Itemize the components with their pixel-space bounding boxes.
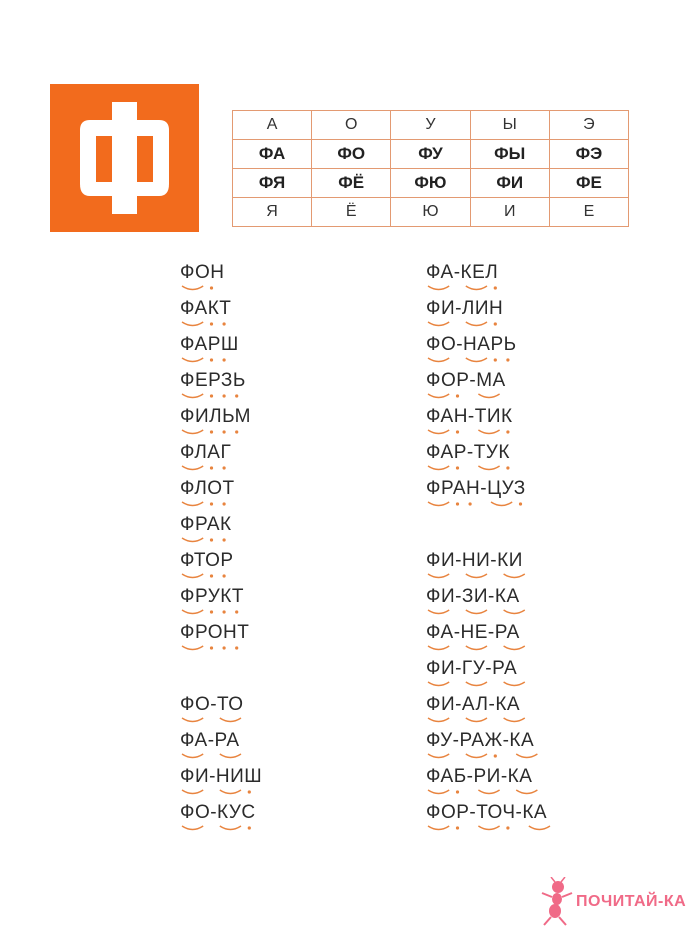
consonant-dot: [456, 466, 459, 469]
syllable-arc: [478, 466, 499, 470]
consonant-dot: [223, 610, 226, 613]
consonant-dot: [210, 358, 213, 361]
syllable-marks: [180, 752, 251, 762]
syllable-arc: [478, 790, 499, 794]
syllable-marks: [426, 824, 560, 834]
consonant-dot: [223, 322, 226, 325]
syllable-marks: [426, 644, 535, 654]
syllable-marks: [180, 464, 239, 474]
word-text: ФУ-РАЖ-КА: [426, 730, 535, 751]
syllable-arc: [428, 790, 449, 794]
letter-badge: [50, 84, 199, 232]
syllable-arc: [504, 718, 525, 722]
syllable-cell: У: [391, 111, 470, 140]
syllable-arc: [182, 574, 203, 578]
syllable-arc: [428, 466, 449, 470]
syllable-arc: [466, 718, 487, 722]
word-text: ФАКТ: [180, 298, 232, 319]
syllable-arc: [182, 610, 203, 614]
word-item: [426, 622, 520, 652]
word-text: ФАР-ТУК: [426, 442, 510, 463]
syllable-cell: ФЕ: [549, 169, 628, 198]
consonant-dot: [210, 538, 213, 541]
syllable-arc: [466, 682, 487, 686]
syllable-cell: Е: [549, 198, 628, 227]
syllable-arc: [516, 790, 537, 794]
syllable-table: [232, 110, 629, 227]
syllable-marks: [180, 500, 239, 510]
word-text: ФИ-АЛ-КА: [426, 694, 521, 715]
consonant-dot: [210, 646, 213, 649]
syllable-marks: [180, 716, 251, 726]
word-text: ФОН: [180, 262, 225, 283]
consonant-dot: [223, 502, 226, 505]
syllable-marks: [180, 572, 239, 582]
syllable-marks: [180, 824, 264, 834]
syllable-marks: [180, 284, 226, 294]
syllable-cell: ФО: [312, 140, 391, 169]
syllable-marks: [426, 356, 523, 366]
syllable-arc: [466, 574, 487, 578]
syllable-arc: [182, 286, 203, 290]
consonant-dot: [248, 826, 251, 829]
consonant-dot: [210, 430, 213, 433]
word-item: [180, 766, 262, 796]
syllable-arc: [428, 754, 449, 758]
word-item: [180, 586, 244, 616]
syllable-arc: [182, 394, 203, 398]
syllable-arc: [504, 682, 525, 686]
syllable-arc: [504, 646, 525, 650]
word-text: ФОР-МА: [426, 370, 506, 391]
syllable-marks: [180, 536, 239, 546]
word-text: ФАБ-РИ-КА: [426, 766, 533, 787]
syllable-arc: [182, 430, 203, 434]
syllable-arc: [529, 826, 550, 830]
syllable-marks: [180, 788, 264, 798]
consonant-dot: [235, 394, 238, 397]
syllable-row: [233, 111, 629, 140]
word-text: ФОР-ТОЧ-КА: [426, 802, 548, 823]
logo-text: ПОЧИТАЙ-КА: [576, 893, 687, 910]
word-text: ФА-РА: [180, 730, 240, 751]
syllable-cell: ФИ: [470, 169, 549, 198]
word-item: [180, 622, 249, 652]
consonant-dot: [494, 286, 497, 289]
word-text: ФО-КУС: [180, 802, 256, 823]
big-letter-glyph: [50, 84, 199, 232]
syllable-arc: [516, 754, 537, 758]
word-item: [180, 334, 239, 364]
word-text: ФЛАГ: [180, 442, 232, 463]
word-text: ФО-ТО: [180, 694, 244, 715]
syllable-arc: [466, 610, 487, 614]
word-text: ФРАН-ЦУЗ: [426, 478, 526, 499]
word-item: [426, 298, 503, 328]
syllable-cell: ФЁ: [312, 169, 391, 198]
word-text: ФАН-ТИК: [426, 406, 513, 427]
word-text: ФИ-ГУ-РА: [426, 658, 518, 679]
syllable-cell: ФУ: [391, 140, 470, 169]
syllable-row: [233, 169, 629, 198]
syllable-marks: [426, 500, 535, 510]
word-item: [180, 550, 234, 580]
syllable-marks: [426, 320, 510, 330]
word-text: ФРОНТ: [180, 622, 250, 643]
syllable-marks: [426, 680, 535, 690]
syllable-marks: [426, 716, 535, 726]
syllable-arc: [182, 502, 203, 506]
syllable-cell: ФЫ: [470, 140, 549, 169]
consonant-dot: [494, 754, 497, 757]
consonant-dot: [210, 466, 213, 469]
syllable-arc: [428, 394, 449, 398]
syllable-arc: [428, 682, 449, 686]
word-item: [180, 802, 256, 832]
word-item: [426, 550, 523, 580]
syllable-arc: [182, 466, 203, 470]
syllable-marks: [180, 428, 251, 438]
syllable-arc: [182, 358, 203, 362]
word-item: [180, 478, 235, 508]
syllable-marks: [426, 428, 523, 438]
word-item: [180, 262, 224, 292]
word-item: [426, 658, 517, 688]
consonant-dot: [506, 466, 509, 469]
consonant-dot: [210, 502, 213, 505]
consonant-dot: [456, 826, 459, 829]
brand-logo: [536, 877, 696, 927]
consonant-dot: [235, 430, 238, 433]
syllable-row: [233, 140, 629, 169]
syllable-cell: Я: [233, 198, 312, 227]
syllable-arc: [182, 826, 203, 830]
word-item: [180, 514, 232, 544]
syllable-arc: [466, 286, 487, 290]
syllable-cell: ФЯ: [233, 169, 312, 198]
word-item: [426, 478, 526, 508]
word-item: [180, 442, 231, 472]
syllable-cell: ФЭ: [549, 140, 628, 169]
syllable-arc: [428, 322, 449, 326]
syllable-marks: [426, 464, 523, 474]
word-item: [426, 766, 532, 796]
consonant-dot: [248, 790, 251, 793]
syllable-arc: [428, 430, 449, 434]
syllable-arc: [428, 718, 449, 722]
syllable-arc: [182, 322, 203, 326]
syllable-marks: [180, 392, 251, 402]
syllable-arc: [466, 322, 487, 326]
syllable-arc: [466, 754, 487, 758]
syllable-marks: [180, 608, 251, 618]
syllable-cell: И: [470, 198, 549, 227]
word-text: ФИЛЬМ: [180, 406, 251, 427]
word-text: ФИ-ЛИН: [426, 298, 504, 319]
word-item: [426, 370, 506, 400]
consonant-dot: [210, 394, 213, 397]
syllable-arc: [182, 646, 203, 650]
consonant-dot: [210, 574, 213, 577]
syllable-arc: [478, 430, 499, 434]
syllable-cell: Ю: [391, 198, 470, 227]
syllable-arc: [504, 610, 525, 614]
word-text: ФРАК: [180, 514, 232, 535]
syllable-marks: [426, 788, 548, 798]
word-text: ФА-КЕЛ: [426, 262, 499, 283]
consonant-dot: [469, 502, 472, 505]
syllable-arc: [428, 646, 449, 650]
syllable-cell: А: [233, 111, 312, 140]
word-item: [426, 730, 534, 760]
syllable-cell: Ы: [470, 111, 549, 140]
consonant-dot: [223, 466, 226, 469]
consonant-dot: [494, 322, 497, 325]
word-item: [426, 406, 513, 436]
word-item: [180, 694, 244, 724]
consonant-dot: [223, 430, 226, 433]
syllable-marks: [426, 392, 510, 402]
word-text: ФО-НАРЬ: [426, 334, 517, 355]
syllable-arc: [428, 826, 449, 830]
syllable-arc: [478, 394, 499, 398]
syllable-marks: [426, 284, 510, 294]
word-text: ФРУКТ: [180, 586, 244, 607]
word-text: ФАРШ: [180, 334, 239, 355]
word-text: ФЕРЗЬ: [180, 370, 246, 391]
consonant-dot: [223, 394, 226, 397]
syllable-arc: [220, 754, 241, 758]
syllable-arc: [466, 358, 487, 362]
consonant-dot: [223, 538, 226, 541]
consonant-dot: [210, 286, 213, 289]
syllable-cell: Э: [549, 111, 628, 140]
word-item: [426, 694, 520, 724]
syllable-arc: [182, 718, 203, 722]
syllable-arc: [504, 574, 525, 578]
consonant-dot: [456, 394, 459, 397]
word-item: [180, 406, 251, 436]
consonant-dot: [235, 610, 238, 613]
syllable-arc: [182, 754, 203, 758]
syllable-arc: [428, 358, 449, 362]
word-text: ФИ-НИШ: [180, 766, 263, 787]
consonant-dot: [494, 358, 497, 361]
syllable-cell: ФА: [233, 140, 312, 169]
syllable-marks: [426, 752, 548, 762]
word-item: [426, 442, 510, 472]
syllable-arc: [428, 286, 449, 290]
word-text: ФТОР: [180, 550, 234, 571]
consonant-dot: [223, 358, 226, 361]
consonant-dot: [223, 574, 226, 577]
consonant-dot: [456, 502, 459, 505]
syllable-cell: ФЮ: [391, 169, 470, 198]
syllable-cell: Ё: [312, 198, 391, 227]
word-text: ФЛОТ: [180, 478, 235, 499]
word-item: [180, 298, 231, 328]
consonant-dot: [235, 646, 238, 649]
syllable-arc: [428, 502, 449, 506]
word-text: ФА-НЕ-РА: [426, 622, 520, 643]
consonant-dot: [210, 322, 213, 325]
syllable-arc: [220, 826, 241, 830]
consonant-dot: [506, 430, 509, 433]
consonant-dot: [456, 790, 459, 793]
word-item: [426, 586, 520, 616]
syllable-marks: [426, 608, 535, 618]
word-item: [426, 334, 517, 364]
word-text: ФИ-ЗИ-КА: [426, 586, 520, 607]
word-text: ФИ-НИ-КИ: [426, 550, 523, 571]
consonant-dot: [223, 646, 226, 649]
syllable-arc: [182, 538, 203, 542]
consonant-dot: [506, 826, 509, 829]
word-item: [180, 730, 240, 760]
consonant-dot: [506, 358, 509, 361]
syllable-row: [233, 198, 629, 227]
word-item: [426, 802, 547, 832]
syllable-arc: [491, 502, 512, 506]
syllable-arc: [466, 646, 487, 650]
syllable-arc: [220, 718, 241, 722]
syllable-marks: [426, 572, 535, 582]
word-item: [426, 262, 498, 292]
syllable-marks: [180, 356, 239, 366]
ant-mascot-icon: [536, 877, 576, 927]
syllable-marks: [180, 644, 251, 654]
consonant-dot: [456, 430, 459, 433]
syllable-marks: [180, 320, 239, 330]
syllable-arc: [478, 826, 499, 830]
syllable-arc: [428, 610, 449, 614]
word-item: [180, 370, 246, 400]
syllable-arc: [182, 790, 203, 794]
syllable-arc: [428, 574, 449, 578]
consonant-dot: [519, 502, 522, 505]
syllable-arc: [220, 790, 241, 794]
consonant-dot: [210, 610, 213, 613]
syllable-cell: О: [312, 111, 391, 140]
